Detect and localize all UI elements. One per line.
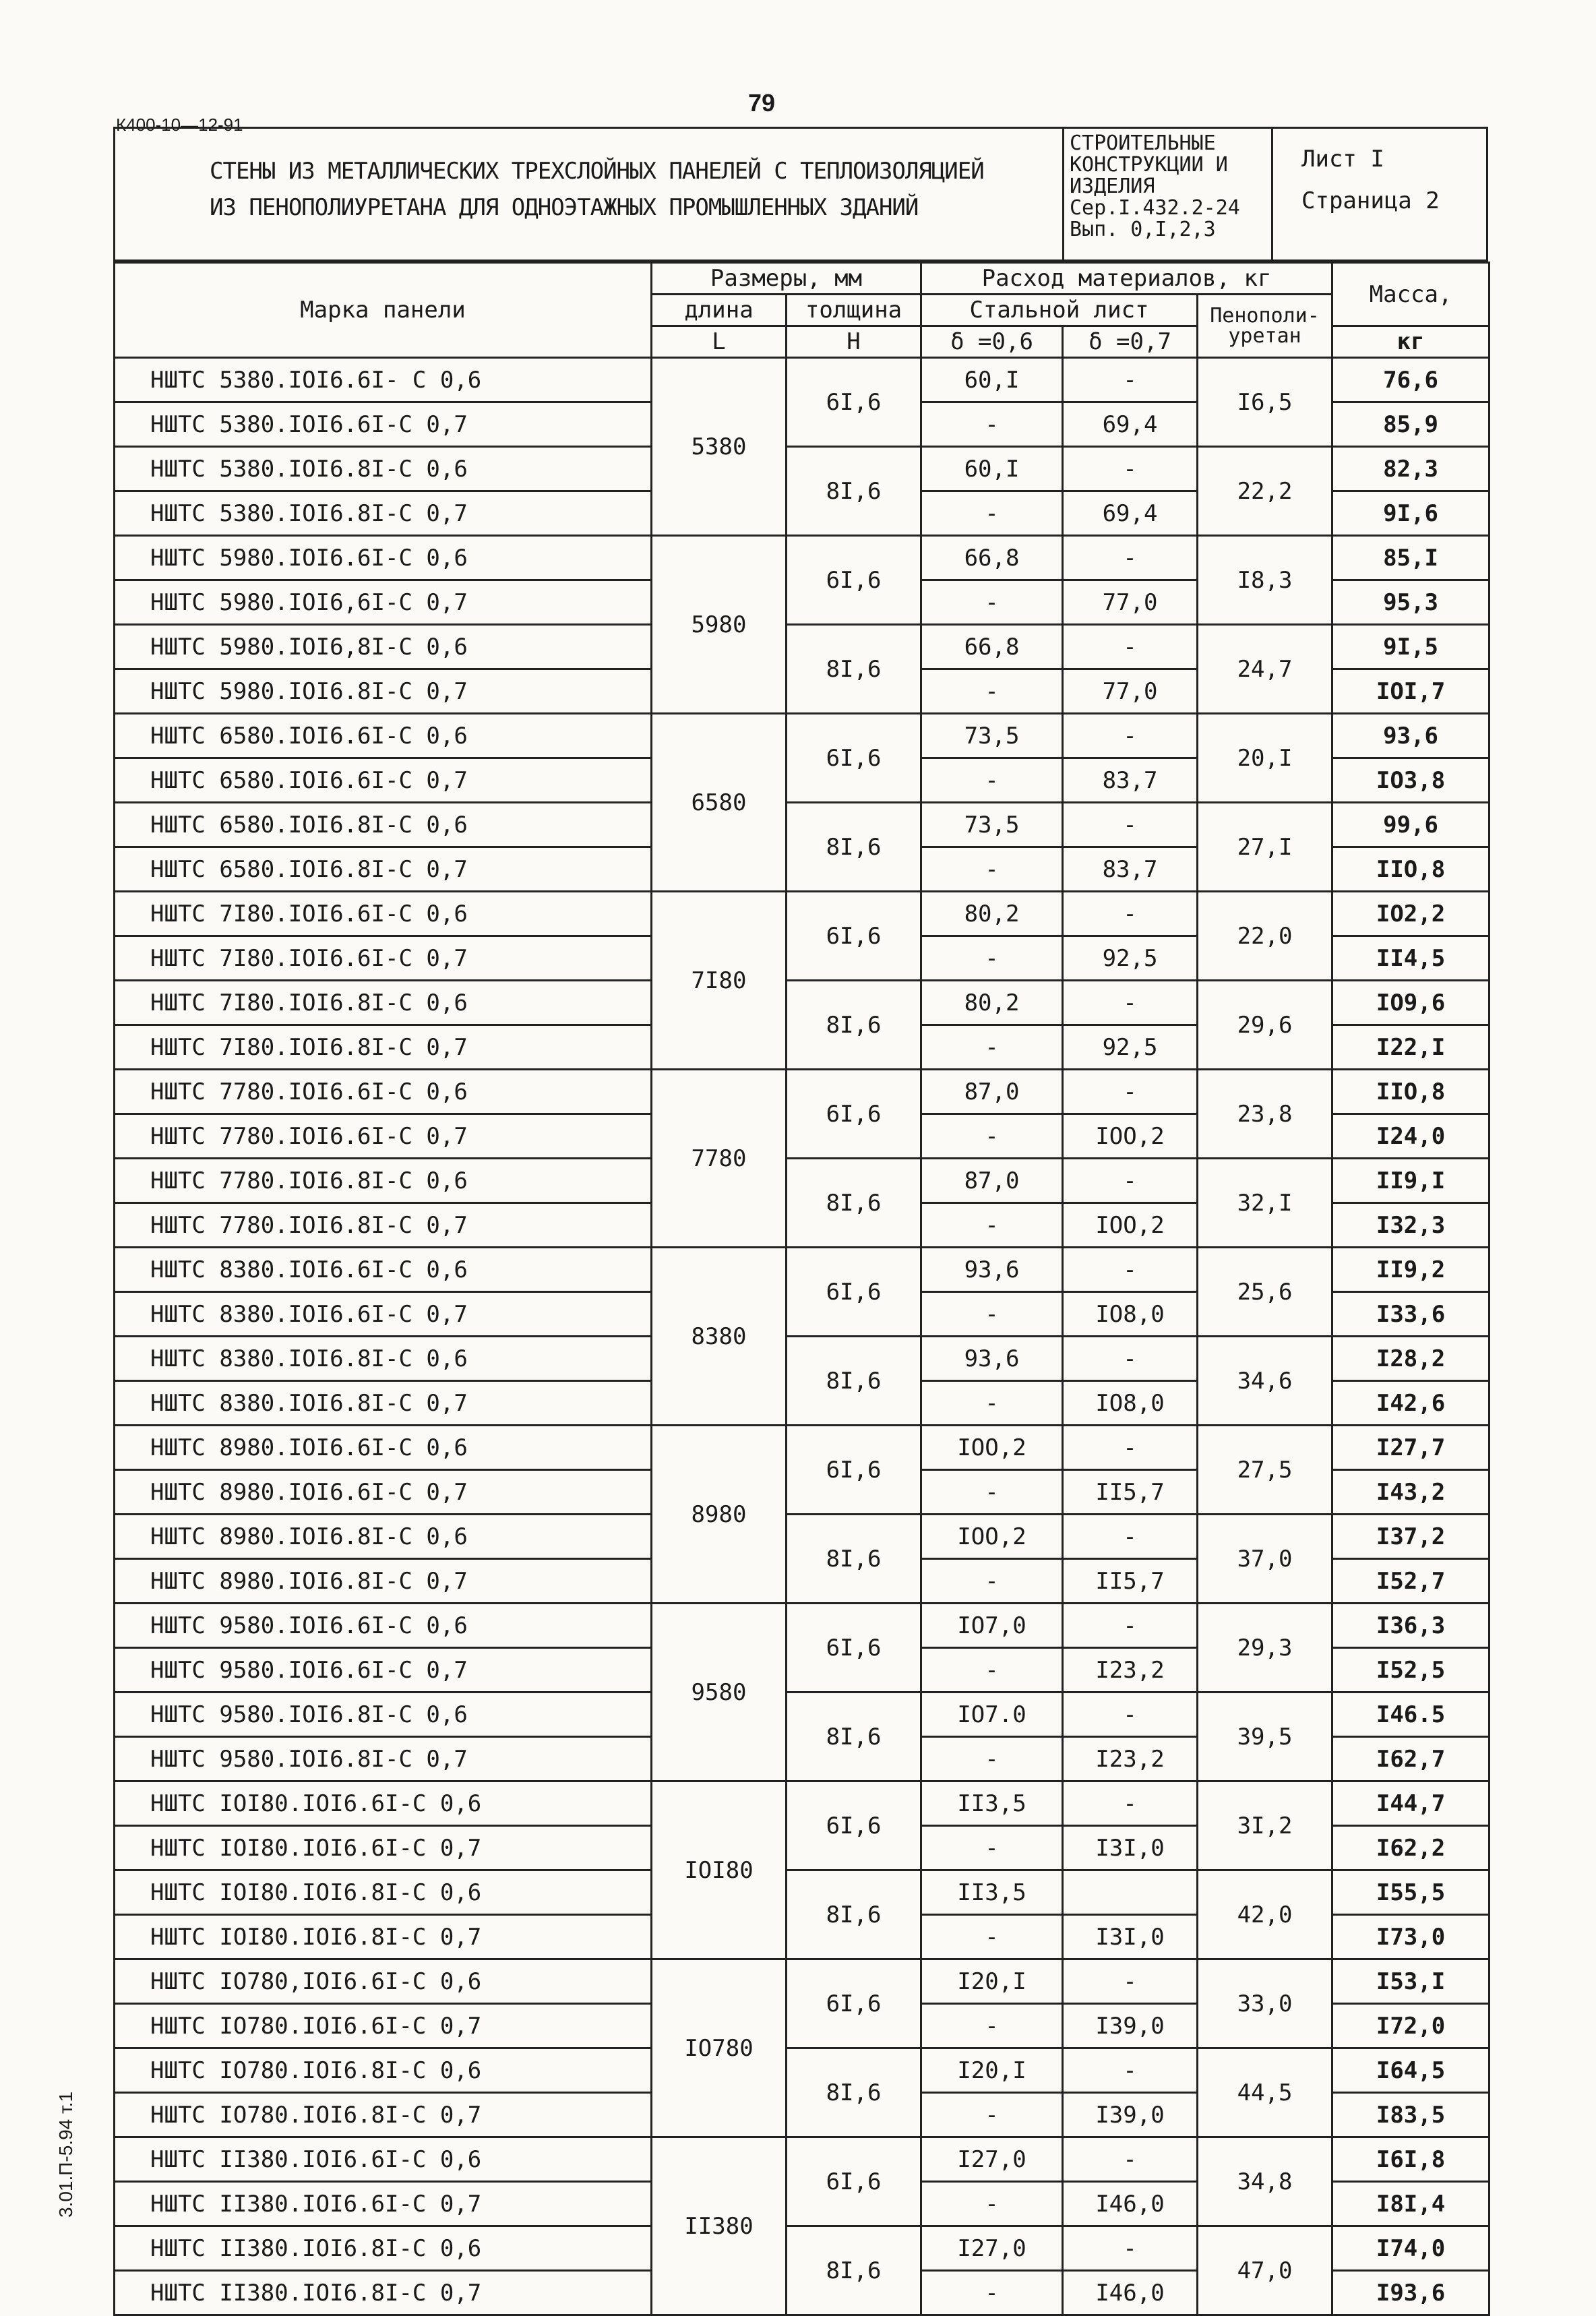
panel-mark: НШТС 6580.IOI6.6I-С 0,7 xyxy=(115,758,652,803)
steel-07-cell: 83,7 xyxy=(1063,758,1198,803)
series-code: Сер.I.432.2-24 xyxy=(1070,196,1240,220)
ppu-cell: 25,6 xyxy=(1198,1248,1332,1337)
table-row xyxy=(115,625,1490,669)
steel-06-cell: - xyxy=(921,402,1063,447)
steel-07-cell: - xyxy=(1063,2048,1198,2093)
mass-cell: I32,3 xyxy=(1332,1203,1490,1248)
steel-06-cell: - xyxy=(921,1915,1063,1959)
thickness-cell: 6I,6 xyxy=(787,1604,921,1693)
mass-cell: 9I,6 xyxy=(1332,491,1490,536)
steel-07-cell: I39,0 xyxy=(1063,2004,1198,2048)
header-delta-06: δ =0,6 xyxy=(921,326,1063,358)
mass-cell: I73,0 xyxy=(1332,1915,1490,1959)
steel-06-cell: 60,I xyxy=(921,358,1063,402)
steel-07-cell: I39,0 xyxy=(1063,2093,1198,2137)
steel-06-cell: IO7,0 xyxy=(921,1604,1063,1648)
thickness-cell: 8I,6 xyxy=(787,1337,921,1426)
steel-06-cell: 60,I xyxy=(921,447,1063,491)
panel-mark: НШТС 8380.IOI6.8I-С 0,7 xyxy=(115,1381,652,1426)
steel-07-cell: I3I,0 xyxy=(1063,1826,1198,1870)
steel-07-cell: - xyxy=(1063,1515,1198,1559)
title-cell xyxy=(115,129,1062,260)
mass-cell: II9,I xyxy=(1332,1159,1490,1203)
mass-cell: 93,6 xyxy=(1332,714,1490,758)
mass-cell: 95,3 xyxy=(1332,580,1490,625)
mass-cell: I62,7 xyxy=(1332,1737,1490,1781)
panel-mark: НШТС 8380.IOI6.8I-С 0,6 xyxy=(115,1337,652,1381)
section-line-1: СТРОИТЕЛЬНЫЕ xyxy=(1070,131,1216,155)
mass-cell: IO2,2 xyxy=(1332,892,1490,936)
header-thickness: толщина xyxy=(787,295,921,326)
steel-07-cell: - xyxy=(1063,536,1198,580)
thickness-cell: 6I,6 xyxy=(787,714,921,803)
thickness-cell: 6I,6 xyxy=(787,1426,921,1515)
steel-06-cell: II3,5 xyxy=(921,1870,1063,1915)
mass-cell: 99,6 xyxy=(1332,803,1490,847)
steel-06-cell: 73,5 xyxy=(921,714,1063,758)
steel-06-cell: - xyxy=(921,1470,1063,1515)
steel-06-cell: I27,0 xyxy=(921,2137,1063,2182)
mass-cell: 85,9 xyxy=(1332,402,1490,447)
panel-mark: НШТС 7I80.IOI6.6I-С 0,6 xyxy=(115,892,652,936)
mass-cell: IIO,8 xyxy=(1332,847,1490,892)
page-number: 79 xyxy=(748,89,776,117)
page-label: Страница 2 xyxy=(1301,187,1440,214)
table-row xyxy=(115,1159,1490,1203)
side-stamp: 3.01.П-5.94 т.1 xyxy=(55,2091,76,2218)
steel-06-cell: - xyxy=(921,758,1063,803)
ppu-cell: 29,3 xyxy=(1198,1604,1332,1693)
mass-cell: I36,3 xyxy=(1332,1604,1490,1648)
steel-06-cell: - xyxy=(921,1559,1063,1604)
ppu-cell: 23,8 xyxy=(1198,1070,1332,1159)
panel-mark: НШТС II380.IOI6.6I-С 0,7 xyxy=(115,2182,652,2226)
panel-mark: НШТС 7780.IOI6.6I-С 0,6 xyxy=(115,1070,652,1114)
steel-06-cell: - xyxy=(921,847,1063,892)
steel-06-cell: IOO,2 xyxy=(921,1515,1063,1559)
thickness-cell: 8I,6 xyxy=(787,625,921,714)
steel-07-cell: - xyxy=(1063,1337,1198,1381)
ppu-cell: 34,8 xyxy=(1198,2137,1332,2226)
mass-cell: IO9,6 xyxy=(1332,981,1490,1025)
ppu-cell: 29,6 xyxy=(1198,981,1332,1070)
ppu-cell: 33,0 xyxy=(1198,1959,1332,2048)
mass-cell: I83,5 xyxy=(1332,2093,1490,2137)
steel-07-cell: - xyxy=(1063,1248,1198,1292)
length-cell: 5980 xyxy=(652,536,787,714)
section-line-3: ИЗДЕЛИЯ xyxy=(1070,175,1155,198)
panel-mark: НШТС 5380.IOI6.6I- С 0,6 xyxy=(115,358,652,402)
steel-06-cell: 93,6 xyxy=(921,1248,1063,1292)
mass-cell: I46.5 xyxy=(1332,1693,1490,1737)
panel-mark: НШТС IO780.IOI6.8I-С 0,6 xyxy=(115,2048,652,2093)
thickness-cell: 8I,6 xyxy=(787,1693,921,1781)
panel-mark: НШТС 8380.IOI6.6I-С 0,6 xyxy=(115,1248,652,1292)
steel-07-cell: - xyxy=(1063,2137,1198,2182)
table-row xyxy=(115,536,1490,580)
header-consumption: Расход материалов, кг xyxy=(921,263,1332,295)
table-row xyxy=(115,714,1490,758)
header-thickness-symbol: H xyxy=(787,326,921,358)
steel-07-cell: IOO,2 xyxy=(1063,1203,1198,1248)
table-row xyxy=(115,803,1490,847)
mass-cell: I6I,8 xyxy=(1332,2137,1490,2182)
panel-mark: НШТС 6580.IOI6.8I-С 0,6 xyxy=(115,803,652,847)
panel-mark: НШТС 7I80.IOI6.8I-С 0,7 xyxy=(115,1025,652,1070)
steel-06-cell: - xyxy=(921,2004,1063,2048)
length-cell: 6580 xyxy=(652,714,787,892)
ppu-cell: I8,3 xyxy=(1198,536,1332,625)
header-sizes: Размеры, мм xyxy=(652,263,921,295)
thickness-cell: 8I,6 xyxy=(787,803,921,892)
thickness-cell: 6I,6 xyxy=(787,1959,921,2048)
panel-mark: НШТС 5980.IOI6,6I-С 0,7 xyxy=(115,580,652,625)
steel-07-cell: 92,5 xyxy=(1063,936,1198,981)
panel-mark: НШТС 5980.IOI6.8I-С 0,7 xyxy=(115,669,652,714)
length-cell: II380 xyxy=(652,2137,787,2315)
steel-06-cell: - xyxy=(921,1381,1063,1426)
ppu-cell: 20,I xyxy=(1198,714,1332,803)
steel-07-cell: - xyxy=(1063,625,1198,669)
ppu-cell: 22,0 xyxy=(1198,892,1332,981)
panel-mark: НШТС 6580.IOI6.8I-С 0,7 xyxy=(115,847,652,892)
mass-cell: I72,0 xyxy=(1332,2004,1490,2048)
panel-mark: НШТС 8980.IOI6.6I-С 0,7 xyxy=(115,1470,652,1515)
ppu-cell: 42,0 xyxy=(1198,1870,1332,1959)
mass-cell: IOI,7 xyxy=(1332,669,1490,714)
steel-07-cell: - xyxy=(1063,981,1198,1025)
thickness-cell: 8I,6 xyxy=(787,2226,921,2315)
table-row xyxy=(115,447,1490,491)
mass-cell: II4,5 xyxy=(1332,936,1490,981)
steel-07-cell: I46,0 xyxy=(1063,2182,1198,2226)
steel-07-cell: 77,0 xyxy=(1063,669,1198,714)
mass-cell: I93,6 xyxy=(1332,2271,1490,2315)
panel-mark: НШТС IOI80.IOI6.8I-С 0,7 xyxy=(115,1915,652,1959)
header-mark: Марка панели xyxy=(115,263,652,358)
ppu-cell: 27,I xyxy=(1198,803,1332,892)
mass-cell: I28,2 xyxy=(1332,1337,1490,1381)
panel-mark: НШТС 9580.IOI6.8I-С 0,7 xyxy=(115,1737,652,1781)
steel-07-cell: IOO,2 xyxy=(1063,1114,1198,1159)
panel-mark: НШТС IO780.IOI6.8I-С 0,7 xyxy=(115,2093,652,2137)
mass-cell: I52,7 xyxy=(1332,1559,1490,1604)
thickness-cell: 8I,6 xyxy=(787,1159,921,1248)
table-row xyxy=(115,1959,1490,2004)
mass-cell: I62,2 xyxy=(1332,1826,1490,1870)
steel-06-cell: - xyxy=(921,1826,1063,1870)
panel-mark: НШТС 8380.IOI6.6I-С 0,7 xyxy=(115,1292,652,1337)
thickness-cell: 6I,6 xyxy=(787,2137,921,2226)
thickness-cell: 8I,6 xyxy=(787,447,921,536)
ppu-cell: 22,2 xyxy=(1198,447,1332,536)
ppu-cell: 32,I xyxy=(1198,1159,1332,1248)
header-mass: Масса, xyxy=(1332,263,1490,326)
panel-mark: НШТС 5980.IOI6,8I-С 0,6 xyxy=(115,625,652,669)
sheet-cell xyxy=(1271,129,1486,260)
panel-mark: НШТС II380.IOI6.6I-С 0,6 xyxy=(115,2137,652,2182)
title-block xyxy=(113,127,1488,262)
mass-cell: 76,6 xyxy=(1332,358,1490,402)
length-cell: 7780 xyxy=(652,1070,787,1248)
table-row xyxy=(115,2226,1490,2271)
steel-06-cell: - xyxy=(921,669,1063,714)
mass-cell: I52,5 xyxy=(1332,1648,1490,1693)
mass-cell: I44,7 xyxy=(1332,1781,1490,1826)
steel-07-cell: 92,5 xyxy=(1063,1025,1198,1070)
mass-cell: 85,I xyxy=(1332,536,1490,580)
table-row xyxy=(115,1604,1490,1648)
steel-06-cell: - xyxy=(921,1025,1063,1070)
header-length: длина xyxy=(652,295,787,326)
steel-07-cell: - xyxy=(1063,1693,1198,1737)
header-steel: Стальной лист xyxy=(921,295,1198,326)
length-cell: IO780 xyxy=(652,1959,787,2137)
panel-mark: НШТС IOI80.IOI6.8I-С 0,6 xyxy=(115,1870,652,1915)
mass-cell: I33,6 xyxy=(1332,1292,1490,1337)
panel-mark: НШТС 9580.IOI6.6I-С 0,6 xyxy=(115,1604,652,1648)
ppu-cell: 27,5 xyxy=(1198,1426,1332,1515)
panel-mark: НШТС II380.IOI6.8I-С 0,6 xyxy=(115,2226,652,2271)
length-cell: 8380 xyxy=(652,1248,787,1426)
steel-06-cell: - xyxy=(921,1648,1063,1693)
steel-07-cell: 77,0 xyxy=(1063,580,1198,625)
table-row xyxy=(115,892,1490,936)
mass-cell: I43,2 xyxy=(1332,1470,1490,1515)
section-line-2: КОНСТРУКЦИИ И xyxy=(1070,153,1228,177)
table-row xyxy=(115,2137,1490,2182)
table-body xyxy=(115,358,1490,2315)
ppu-cell: 24,7 xyxy=(1198,625,1332,714)
panel-mark: НШТС 7I80.IOI6.8I-С 0,6 xyxy=(115,981,652,1025)
steel-07-cell: - xyxy=(1063,1781,1198,1826)
panel-mark: НШТС 8980.IOI6.8I-С 0,6 xyxy=(115,1515,652,1559)
steel-06-cell: 93,6 xyxy=(921,1337,1063,1381)
steel-06-cell: 87,0 xyxy=(921,1070,1063,1114)
ppu-cell: 44,5 xyxy=(1198,2048,1332,2137)
ppu-cell: 37,0 xyxy=(1198,1515,1332,1604)
mass-cell: I37,2 xyxy=(1332,1515,1490,1559)
steel-06-cell: - xyxy=(921,491,1063,536)
header-mass-unit: кг xyxy=(1332,326,1490,358)
sheet-label: Лист I xyxy=(1301,146,1384,173)
steel-06-cell: IOO,2 xyxy=(921,1426,1063,1470)
steel-07-cell: IO8,0 xyxy=(1063,1381,1198,1426)
table-row xyxy=(115,1248,1490,1292)
table-header xyxy=(115,263,1490,358)
thickness-cell: 6I,6 xyxy=(787,1070,921,1159)
steel-06-cell: I20,I xyxy=(921,1959,1063,2004)
mass-cell: I55,5 xyxy=(1332,1870,1490,1915)
steel-07-cell: - xyxy=(1063,2226,1198,2271)
steel-06-cell: I20,I xyxy=(921,2048,1063,2093)
table-row xyxy=(115,1781,1490,1826)
steel-07-cell: - xyxy=(1063,803,1198,847)
panel-mark: НШТС 9580.IOI6.8I-С 0,6 xyxy=(115,1693,652,1737)
panel-mark: НШТС IO780.IOI6.6I-С 0,7 xyxy=(115,2004,652,2048)
table-row xyxy=(115,2048,1490,2093)
table-row xyxy=(115,1693,1490,1737)
panel-mark: НШТС 7780.IOI6.8I-С 0,6 xyxy=(115,1159,652,1203)
steel-06-cell: - xyxy=(921,936,1063,981)
panel-mark: НШТС 5380.IOI6.8I-С 0,7 xyxy=(115,491,652,536)
mass-cell: 9I,5 xyxy=(1332,625,1490,669)
table-row xyxy=(115,1070,1490,1114)
steel-06-cell: - xyxy=(921,1292,1063,1337)
table-row xyxy=(115,1870,1490,1915)
steel-06-cell: - xyxy=(921,1737,1063,1781)
steel-07-cell: - xyxy=(1063,1959,1198,2004)
mass-cell: I8I,4 xyxy=(1332,2182,1490,2226)
steel-07-cell: I46,0 xyxy=(1063,2271,1198,2315)
mass-cell: II9,2 xyxy=(1332,1248,1490,1292)
mass-cell: 82,3 xyxy=(1332,447,1490,491)
steel-07-cell: I23,2 xyxy=(1063,1648,1198,1693)
steel-06-cell: 80,2 xyxy=(921,892,1063,936)
header-ppu: Пенополи-уретан xyxy=(1198,295,1332,358)
ppu-cell: 3I,2 xyxy=(1198,1781,1332,1870)
table-row xyxy=(115,1426,1490,1470)
mass-cell: I64,5 xyxy=(1332,2048,1490,2093)
ppu-cell: 47,0 xyxy=(1198,2226,1332,2315)
thickness-cell: 8I,6 xyxy=(787,1515,921,1604)
thickness-cell: 6I,6 xyxy=(787,1781,921,1870)
ppu-cell: 39,5 xyxy=(1198,1693,1332,1781)
mass-cell: I42,6 xyxy=(1332,1381,1490,1426)
steel-06-cell: 73,5 xyxy=(921,803,1063,847)
header-delta-07: δ =0,7 xyxy=(1063,326,1198,358)
thickness-cell: 8I,6 xyxy=(787,981,921,1070)
title-line-2: ИЗ ПЕНОПОЛИУРЕТАНА ДЛЯ ОДНОЭТАЖНЫХ ПРОМЫШЛЕННЫХ ЗДАНИЙ xyxy=(210,194,919,221)
steel-07-cell xyxy=(1063,1870,1198,1915)
panel-mark: НШТС 6580.IOI6.6I-С 0,6 xyxy=(115,714,652,758)
mass-cell: IIO,8 xyxy=(1332,1070,1490,1114)
steel-07-cell: IO8,0 xyxy=(1063,1292,1198,1337)
steel-06-cell: - xyxy=(921,1114,1063,1159)
panel-mark: НШТС 8980.IOI6.6I-С 0,6 xyxy=(115,1426,652,1470)
steel-07-cell: - xyxy=(1063,1426,1198,1470)
panel-mark: НШТС 7780.IOI6.8I-С 0,7 xyxy=(115,1203,652,1248)
panel-mark: НШТС 5380.IOI6.8I-С 0,6 xyxy=(115,447,652,491)
panel-mark: НШТС 5380.IOI6.6I-С 0,7 xyxy=(115,402,652,447)
steel-07-cell: - xyxy=(1063,358,1198,402)
steel-06-cell: - xyxy=(921,2182,1063,2226)
document-code: К400-10—12-91 xyxy=(116,115,243,135)
length-cell: 9580 xyxy=(652,1604,787,1781)
mass-cell: I53,I xyxy=(1332,1959,1490,2004)
steel-07-cell: - xyxy=(1063,447,1198,491)
mass-cell: IO3,8 xyxy=(1332,758,1490,803)
steel-07-cell: I23,2 xyxy=(1063,1737,1198,1781)
steel-07-cell: - xyxy=(1063,1604,1198,1648)
ppu-cell: I6,5 xyxy=(1198,358,1332,447)
steel-07-cell: I3I,0 xyxy=(1063,1915,1198,1959)
title-line-1: СТЕНЫ ИЗ МЕТАЛЛИЧЕСКИХ ТРЕХСЛОЙНЫХ ПАНЕЛЕЙ С ТЕПЛОИЗОЛЯЦИЕЙ xyxy=(210,158,984,185)
panel-table xyxy=(113,262,1490,2316)
table-row xyxy=(115,1337,1490,1381)
table-row xyxy=(115,981,1490,1025)
table-row xyxy=(115,1515,1490,1559)
steel-07-cell: - xyxy=(1063,1159,1198,1203)
steel-06-cell: IO7.0 xyxy=(921,1693,1063,1737)
panel-mark: НШТС 7I80.IOI6.6I-С 0,7 xyxy=(115,936,652,981)
header-length-symbol: L xyxy=(652,326,787,358)
thickness-cell: 6I,6 xyxy=(787,892,921,981)
issue-numbers: Вып. 0,I,2,3 xyxy=(1070,218,1216,241)
steel-06-cell: - xyxy=(921,580,1063,625)
panel-mark: НШТС IOI80.IOI6.6I-С 0,6 xyxy=(115,1781,652,1826)
mass-cell: I24,0 xyxy=(1332,1114,1490,1159)
panel-mark: НШТС 9580.IOI6.6I-С 0,7 xyxy=(115,1648,652,1693)
thickness-cell: 6I,6 xyxy=(787,1248,921,1337)
steel-06-cell: II3,5 xyxy=(921,1781,1063,1826)
steel-06-cell: - xyxy=(921,2271,1063,2315)
panel-mark: НШТС IOI80.IOI6.6I-С 0,7 xyxy=(115,1826,652,1870)
thickness-cell: 8I,6 xyxy=(787,2048,921,2137)
panel-mark: НШТС 5980.IOI6.6I-С 0,6 xyxy=(115,536,652,580)
panel-mark: НШТС 7780.IOI6.6I-С 0,7 xyxy=(115,1114,652,1159)
steel-07-cell: - xyxy=(1063,714,1198,758)
thickness-cell: 6I,6 xyxy=(787,358,921,447)
thickness-cell: 6I,6 xyxy=(787,536,921,625)
length-cell: 5380 xyxy=(652,358,787,536)
length-cell: 8980 xyxy=(652,1426,787,1604)
steel-06-cell: I27,0 xyxy=(921,2226,1063,2271)
steel-06-cell: 66,8 xyxy=(921,625,1063,669)
ppu-cell: 34,6 xyxy=(1198,1337,1332,1426)
steel-07-cell: II5,7 xyxy=(1063,1470,1198,1515)
steel-07-cell: II5,7 xyxy=(1063,1559,1198,1604)
steel-06-cell: - xyxy=(921,1203,1063,1248)
steel-07-cell: 69,4 xyxy=(1063,491,1198,536)
table-row xyxy=(115,358,1490,402)
panel-mark: НШТС 8980.IOI6.8I-С 0,7 xyxy=(115,1559,652,1604)
mass-cell: I27,7 xyxy=(1332,1426,1490,1470)
steel-07-cell: 83,7 xyxy=(1063,847,1198,892)
series-cell xyxy=(1062,129,1271,260)
mass-cell: I22,I xyxy=(1332,1025,1490,1070)
steel-06-cell: 87,0 xyxy=(921,1159,1063,1203)
steel-07-cell: - xyxy=(1063,1070,1198,1114)
length-cell: 7I80 xyxy=(652,892,787,1070)
panel-mark: НШТС II380.IOI6.8I-С 0,7 xyxy=(115,2271,652,2315)
thickness-cell: 8I,6 xyxy=(787,1870,921,1959)
steel-07-cell: - xyxy=(1063,892,1198,936)
steel-06-cell: 66,8 xyxy=(921,536,1063,580)
steel-06-cell: 80,2 xyxy=(921,981,1063,1025)
panel-mark: НШТС IO780,IOI6.6I-С 0,6 xyxy=(115,1959,652,2004)
mass-cell: I74,0 xyxy=(1332,2226,1490,2271)
steel-06-cell: - xyxy=(921,2093,1063,2137)
length-cell: IOI80 xyxy=(652,1781,787,1959)
steel-07-cell: 69,4 xyxy=(1063,402,1198,447)
